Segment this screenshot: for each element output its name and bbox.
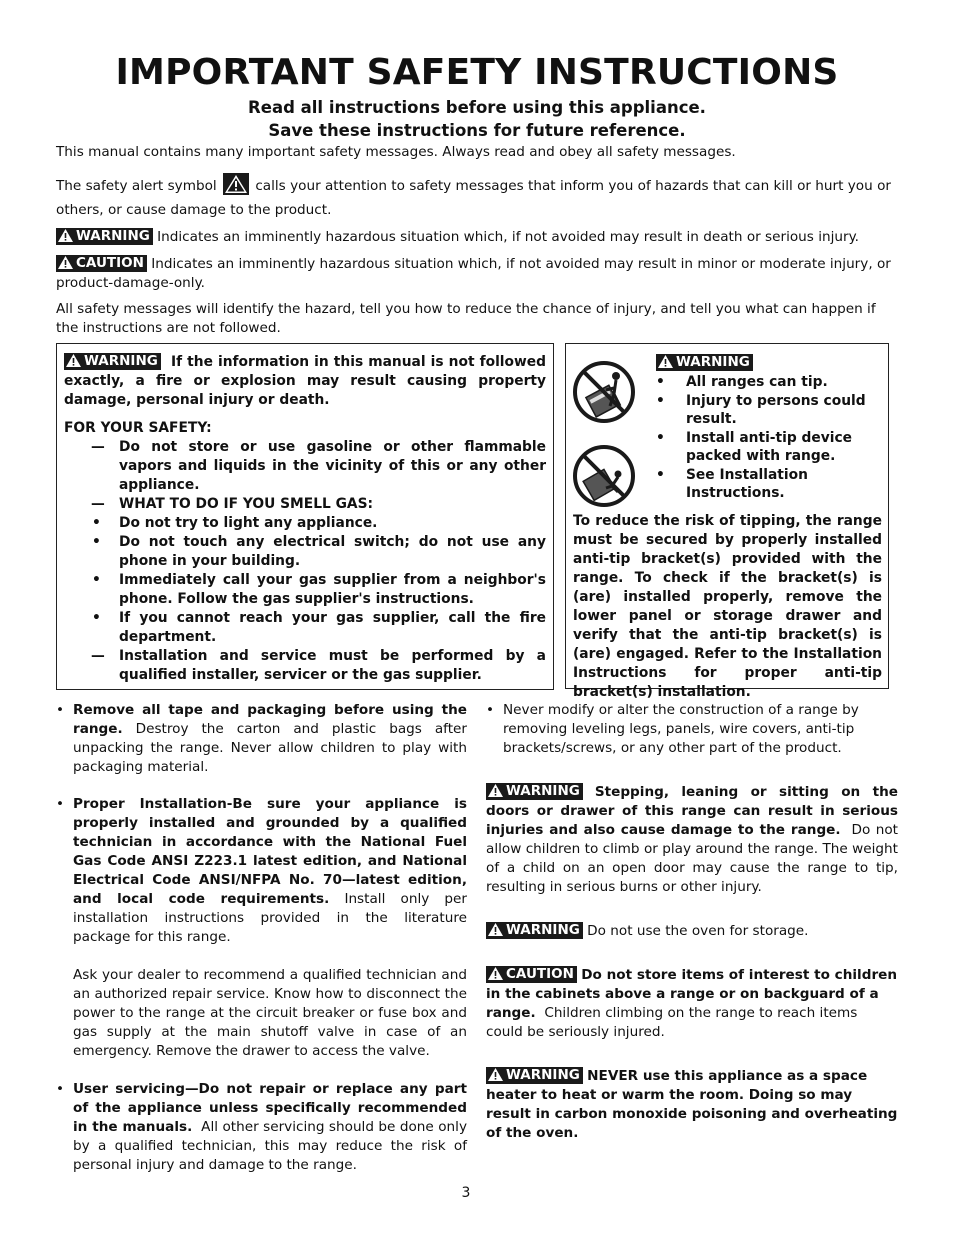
warning-badge: WARNING bbox=[64, 353, 161, 370]
gas-safety-item: — Do not store or use gasoline or other flammable vapors and liquids in the vicinity of this or any other appliance. bbox=[91, 439, 546, 493]
gas-safety-item: • Do not touch any electrical switch; do not use any phone in your building. bbox=[92, 534, 546, 569]
alert-triangle-icon bbox=[66, 354, 81, 367]
for-your-safety-heading: FOR YOUR SAFETY: bbox=[64, 420, 212, 436]
alert-triangle-icon bbox=[58, 229, 73, 242]
caution-definition bbox=[56, 255, 898, 293]
modify-bullet: • Never modify or alter the construction of a range by removing leveling legs, panels, wire covers, anti-tip brackets/screws, or any other part of the product. bbox=[486, 702, 859, 756]
caution-definition-text: Indicates an imminently hazardous situation which, if not avoided may result in minor or moderate injury, or product-damage-only. bbox=[56, 256, 891, 291]
installation-bullet: • Proper Installation-Be sure your appliance is properly installed and grounded by a qualified technician in accordance with the National Fuel Gas Code ANSI Z223.1 latest edition, and National Electrical Code ANSI/NFPA No. 70—latest edition, and local code requirements. Install only per installation instructions provided in the literature package for this range. Ask your dealer to recommend a qualified technician and an authorized repair service. Know how to disconnect the power to the range at the circuit breaker or fuse box and gas supply at the main shutoff valve in case of an emergency. Remove the drawer to access the valve. bbox=[56, 796, 468, 1059]
storage-warning: WARNING Do not use the oven for storage. bbox=[486, 922, 898, 941]
warning-badge: WARNING bbox=[486, 783, 583, 800]
anti-tip-item: • Injury to persons could result. bbox=[656, 392, 866, 427]
safety-alert-icon bbox=[223, 173, 249, 201]
safety-symbol-paragraph bbox=[56, 173, 898, 220]
stepping-warning: WARNING Stepping, leaning or sitting on the doors or drawer of this range can result in serious injuries and also cause damage to the range. Do not allow children to climb or play around the range. The weight of a child on an open door may cause the range to tip, resulting in serious burns or other injury. bbox=[486, 783, 899, 895]
anti-tip-warning-box bbox=[565, 343, 889, 700]
safety-symbol-text-b: calls your attention to safety messages that inform you of hazards that can kill or hurt you or others, or cause damage to the product. bbox=[56, 178, 891, 218]
anti-tip-paragraph: To reduce the risk of tipping, the range must be secured by properly installed anti-tip bracket(s) provided with the range. To check if the bracket(s) is (are) installed properly, remove the lower panel or storage drawer and verify that the anti-tip bracket(s) is (are) engaged. Refer to the Installation Instructions for proper anti-tip bracket(s) installation. bbox=[573, 513, 882, 700]
warning-definition-text: Indicates an imminently hazardous situation which, if not avoided may result in death or serious injury. bbox=[157, 229, 859, 245]
alert-triangle-icon bbox=[488, 967, 503, 980]
space-heater-warning: WARNING NEVER use this appliance as a space heater to heat or warm the room. Doing so may result in carbon monoxide poisoning and overheating of the oven. bbox=[486, 1067, 898, 1141]
intro-paragraph: This manual contains many important safety messages. Always read and obey all safety messages. bbox=[56, 144, 736, 160]
gas-safety-item: • If you cannot reach your gas supplier, call the fire department. bbox=[92, 610, 546, 645]
subtitle-save: Save these instructions for future reference. bbox=[268, 121, 686, 140]
range-tipping-icon bbox=[572, 360, 636, 424]
cabinet-caution: CAUTION Do not store items of interest to children in the cabinets above a range or on backguard of a range. Children climbing on the range to reach items could be seriously injured. bbox=[486, 966, 898, 1040]
gas-safety-item: — Installation and service must be performed by a qualified installer, servicer or the gas supplier. bbox=[91, 648, 546, 683]
warning-badge: WARNING bbox=[486, 1067, 583, 1084]
gas-warning-box bbox=[56, 343, 554, 690]
alert-triangle-icon bbox=[488, 923, 503, 936]
subtitle-read: Read all instructions before using this appliance. bbox=[248, 98, 706, 117]
gas-safety-item: • Do not try to light any appliance. bbox=[92, 515, 378, 531]
safety-message-paragraph: All safety messages will identify the hazard, tell you how to reduce the chance of injury, and tell you what can happen if the instructions are not followed. bbox=[56, 301, 876, 336]
anti-tip-item: • See Installation Instructions. bbox=[656, 466, 808, 501]
gas-safety-list bbox=[64, 438, 546, 685]
anti-tip-list bbox=[656, 373, 881, 503]
anti-tip-summary bbox=[656, 352, 881, 503]
warning-badge: WARNING bbox=[486, 922, 583, 939]
anti-tip-item: • All ranges can tip. bbox=[656, 374, 828, 390]
alert-triangle-icon bbox=[58, 256, 73, 269]
gas-warning-lead: WARNING If the information in this manual is not followed exactly, a fire or explosion may result causing property damage, personal injury or death. bbox=[64, 353, 546, 408]
dealer-paragraph: Ask your dealer to recommend a qualified technician and an authorized repair service. Know how to disconnect the power to the range at the circuit breaker or fuse box and gas supply at the main shutoff valve in case of an emergency. Remove the drawer to access the valve. bbox=[73, 967, 467, 1059]
alert-triangle-icon bbox=[488, 1068, 503, 1081]
gas-safety-item: — WHAT TO DO IF YOU SMELL GAS: bbox=[91, 496, 374, 512]
caution-badge: CAUTION bbox=[56, 255, 147, 272]
anti-tip-item: • Install anti-tip device packed with range. bbox=[656, 429, 853, 464]
gas-safety-item: • Immediately call your gas supplier from a neighbor's phone. Follow the gas supplier's instructions. bbox=[92, 572, 546, 607]
alert-triangle-icon bbox=[658, 355, 673, 368]
left-column bbox=[56, 701, 467, 1175]
warning-badge: WARNING bbox=[56, 228, 153, 245]
caution-badge: CAUTION bbox=[486, 966, 577, 983]
warning-badge: WARNING bbox=[656, 354, 753, 371]
packaging-bullet: • Remove all tape and packaging before using the range. Destroy the carton and plastic bags after unpacking the range. Never allow children to play with packaging material. bbox=[56, 702, 467, 775]
user-servicing-bullet: • User servicing—Do not repair or replace any part of the appliance unless specifically recommended in the manuals. All other servicing should be done only by a qualified technician, this may reduce the risk of personal injury and damage to the range. bbox=[56, 1081, 467, 1173]
right-column bbox=[486, 701, 898, 1143]
alert-triangle-icon bbox=[488, 784, 503, 797]
page-number: 3 bbox=[461, 1185, 471, 1201]
page-title: IMPORTANT SAFETY INSTRUCTIONS bbox=[115, 52, 839, 93]
safety-symbol-text-a: The safety alert symbol bbox=[56, 178, 217, 194]
child-on-door-icon bbox=[572, 444, 636, 508]
warning-definition bbox=[56, 228, 898, 247]
tip-over-icons bbox=[572, 360, 636, 508]
